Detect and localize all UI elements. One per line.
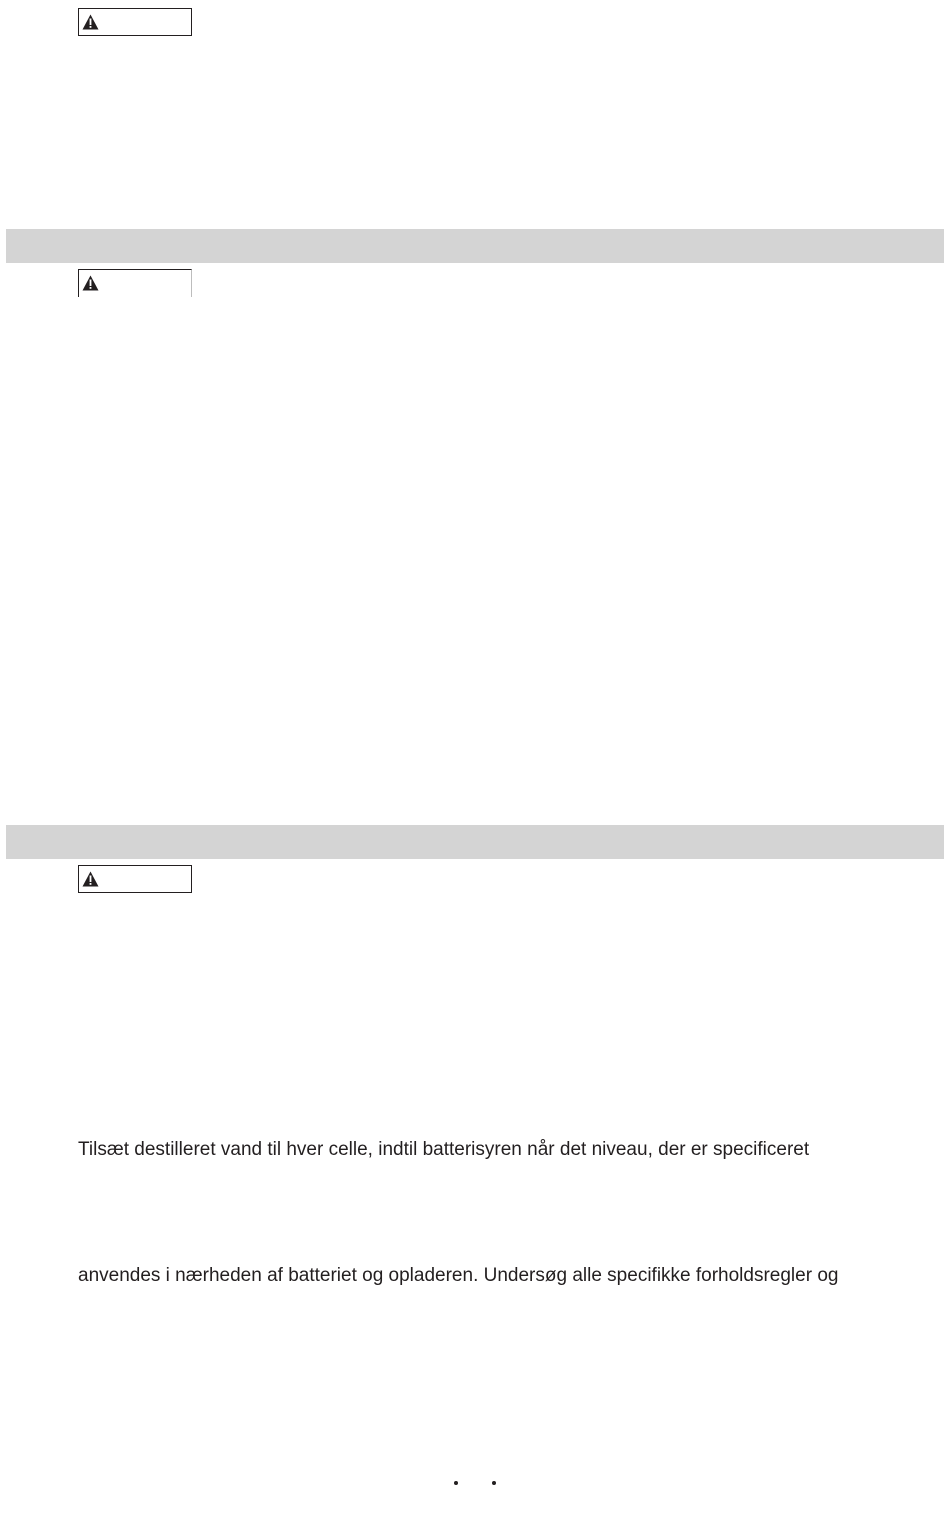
warning-label-1 [78,8,192,36]
body-text-line-1: Tilsæt destilleret vand til hver celle, indtil batterisyren når det niveau, der er specificeret [78,1139,810,1160]
section-band-1 [6,229,944,263]
section-band-2 [6,825,944,859]
footer-dot [454,1481,458,1485]
warning-label-3 [78,865,192,893]
warning-triangle-icon [82,275,99,291]
footer-dot [492,1481,496,1485]
body-text-line-2: anvendes i nærheden af batteriet og opladeren. Undersøg alle specifikke forholdsregler og [78,1265,839,1286]
warning-label-2 [78,269,192,297]
warning-triangle-icon [82,14,99,30]
warning-triangle-icon [82,871,99,887]
